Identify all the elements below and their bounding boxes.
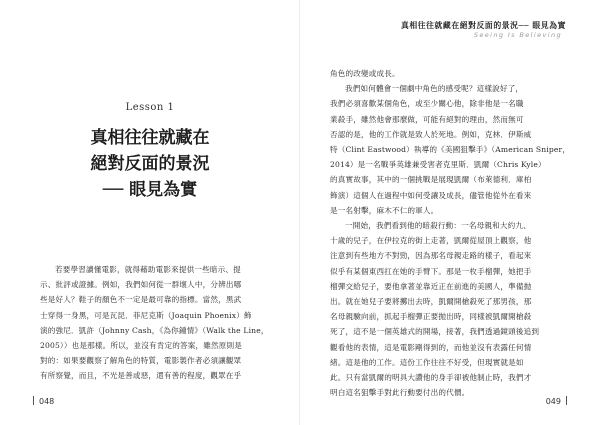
text-line: 緒。這是他的工作。這份工作往往不好受，但現實就是如	[330, 357, 524, 367]
chapter-title	[0, 125, 300, 203]
text-line: 業殺手，雖然他會那麼做，可能有絕對的理由，然而無可	[330, 114, 524, 124]
lesson-label: Lesson 1	[125, 102, 175, 113]
right-body-text	[330, 66, 570, 400]
chapter-title-line-1: 真相往往就藏在	[90, 128, 210, 148]
text-line: 2005））也是那樣。所以，並沒有肯定的答案，雖然原則是	[40, 341, 242, 351]
text-line: 觀看他的表情，這是電影剛得到的，而他並沒有表露任何情	[330, 342, 532, 352]
text-line: 否認的是，他的工作就是致人於死地。例如，克林．伊斯威	[330, 129, 532, 139]
running-subtitle: Seeing Is Believing	[473, 31, 562, 39]
page-number-right	[546, 396, 572, 406]
text-line: 角色的改變或成長。	[330, 69, 400, 78]
paragraph	[330, 218, 570, 400]
paragraph	[40, 262, 272, 384]
text-line: 特（Clint Eastwood）執導的《美國狙擊手》（American Sniper，	[330, 145, 570, 155]
chapter-title-line-3: ── 眼見為實	[102, 180, 198, 200]
running-head: 真相往往就藏在絕對反面的景況── 眼見為實	[400, 21, 566, 30]
page-number: 049	[545, 397, 561, 406]
text-line: 一開始，我們看到他的暗殺行動：一名母親和大約九、	[345, 221, 531, 231]
text-line: 死了，這不是一個英雄式的開場，接著，我們透過鏡頭後追到	[330, 327, 540, 337]
text-line: 的真實故事，其中的一個挑戰是展現凱爾（布萊德利．庫柏	[330, 175, 532, 185]
text-line: 似乎有某個東西扛在她的手臂下。那是一枚手榴彈，她把手	[330, 266, 532, 276]
text-line: 2014）是一名戰爭英雄兼受害者克里斯．凱爾（Chris Kyle）	[330, 160, 546, 170]
right-page	[300, 0, 600, 425]
text-line: 注意到有些地方不對勁，因為那名母親走路的樣子，看起來	[330, 251, 532, 261]
text-line: 此。只有當凱爾的明具大讚他的身手卻被他制止時，我們才	[330, 373, 532, 383]
text-line: 士穿得一身黑，可是瓦昆．菲尼克斯（Joaquin Phoenix）飾	[40, 310, 252, 320]
folio-bar	[566, 396, 567, 405]
text-line: 有所察覺，而且，不光是善或惡，還有善的程度，觀眾在乎	[40, 371, 242, 381]
text-line: 演的強尼．凱許（Johnny Cash，《為你鍾情》（Walk the Line，	[40, 325, 269, 335]
text-line: 些是好人？鞋子的顏色不一定是最可靠的指標。當然，黑武	[40, 295, 242, 305]
text-line: 名母親驗向前，抓起手榴彈正要抛出時，同樣被凱爾開槍殺	[330, 312, 532, 322]
left-body-text	[40, 262, 272, 384]
text-line: 飾演）這個人在過程中如何受讓及成長，儘管他從外在看來	[330, 190, 532, 200]
text-line: 十歲的兒子，在伊拉克的街上走著，凱爾從屋頂上觀察，他	[330, 236, 532, 246]
text-line: 對的：如果要觀察了解角色的特質，電影製作者必須讓觀眾	[40, 356, 242, 366]
text-line: 榴彈交給兒子，要他拿著並靠近正在前進的美國人，準備抛	[330, 281, 532, 291]
text-line: 我們必須喜歡某個角色，或至少關心他，除非他是一名職	[330, 99, 524, 109]
text-line: 我們如何體會一個劇中角色的感受呢？這樣說好了，	[345, 84, 524, 94]
text-line: 明白這名狙擊手對此行動要付出的代價。	[330, 388, 470, 398]
text-line: 是一名射擊，麻木不仁的軍人。	[330, 205, 439, 215]
page-number-left	[28, 396, 54, 406]
text-line: 示、批評或證據。例如，我們如何從一群壞人中，分辨出哪	[40, 280, 242, 290]
paragraph	[330, 66, 570, 81]
text-line: 出。就在她兒子要將擲出去時，凱爾開槍殺死了那男孩，那	[330, 297, 532, 307]
chapter-title-line-2: 絕對反面的景況	[90, 154, 210, 174]
page-number: 048	[39, 397, 55, 406]
folio-bar	[33, 396, 34, 405]
paragraph	[330, 81, 570, 218]
text-line: 若要學習讀懂電影，就得藉助電影來提供一些暗示、提	[55, 265, 241, 274]
